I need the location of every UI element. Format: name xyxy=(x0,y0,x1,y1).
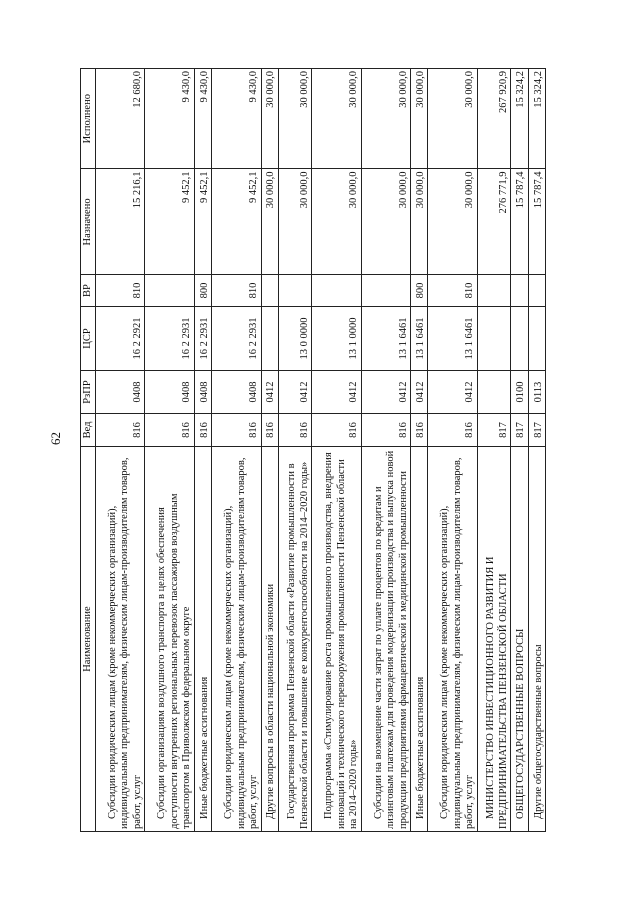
header-vr: ВР xyxy=(81,275,96,306)
row-ved: 816 xyxy=(96,413,145,446)
row-vr xyxy=(361,275,410,306)
row-vr xyxy=(511,275,528,306)
row-name: Субсидии юридическим лицам (кроме некоммерческих организаций), индивидуальным предпринимателям, физическим лицам-производителям товаров, работ, услуг xyxy=(223,457,260,829)
row-ved: 816 xyxy=(212,413,261,446)
row-ved: 816 xyxy=(261,413,278,446)
row-ved: 816 xyxy=(312,413,361,446)
table-row xyxy=(511,69,528,832)
row-rzpr: 0408 xyxy=(212,371,261,413)
row-rzpr: 0412 xyxy=(312,371,361,413)
row-assigned: 15 787,4 xyxy=(528,169,545,275)
row-rzpr: 0113 xyxy=(528,371,545,413)
row-executed: 30 000,0 xyxy=(312,69,361,169)
row-executed: 15 324,2 xyxy=(528,69,545,169)
row-executed: 30 000,0 xyxy=(278,69,311,169)
row-ved: 817 xyxy=(477,413,510,446)
table-row xyxy=(194,69,211,832)
budget-table xyxy=(80,68,546,832)
row-name: Другие общегосударственные вопросы xyxy=(532,644,544,819)
row-csr: 16 2 2921 xyxy=(96,306,145,371)
row-vr xyxy=(528,275,545,306)
table-row xyxy=(428,69,477,832)
table-header-row xyxy=(81,69,96,832)
row-vr: 800 xyxy=(411,275,428,306)
row-assigned: 9 452,1 xyxy=(212,169,261,275)
row-csr: 16 2 2931 xyxy=(212,306,261,371)
row-vr: 810 xyxy=(96,275,145,306)
row-rzpr: 0412 xyxy=(261,371,278,413)
row-ved: 816 xyxy=(278,413,311,446)
header-csr: ЦСР xyxy=(81,306,96,371)
row-name: Государственная программа Пензенской области «Развитие промышленности в Пензенской области и повышение ее конкурентоспособности на 2014–2020 годы» xyxy=(286,461,310,829)
page-number: 62 xyxy=(48,432,63,445)
row-vr xyxy=(145,275,194,306)
row-executed: 30 000,0 xyxy=(411,69,428,169)
row-name: Иные бюджетные ассигнования xyxy=(198,676,210,819)
row-rzpr xyxy=(477,371,510,413)
row-vr xyxy=(261,275,278,306)
row-executed: 9 430,0 xyxy=(212,69,261,169)
row-name: Другие вопросы в области национальной экономики xyxy=(265,583,277,819)
row-executed: 267 920,9 xyxy=(477,69,510,169)
row-assigned: 15 216,1 xyxy=(96,169,145,275)
row-vr: 810 xyxy=(212,275,261,306)
table-row xyxy=(261,69,278,832)
table-row xyxy=(212,69,261,832)
row-name: Субсидии юридическим лицам (кроме некоммерческих организаций), индивидуальным предпринимателям, физическим лицам-производителям товаров, работ, услуг xyxy=(106,457,143,829)
row-ved: 816 xyxy=(145,413,194,446)
row-ved: 816 xyxy=(361,413,410,446)
row-name: Иные бюджетные ассигнования xyxy=(414,676,426,819)
table-row xyxy=(411,69,428,832)
row-vr: 810 xyxy=(428,275,477,306)
row-name: Субсидии юридическим лицам (кроме некоммерческих организаций), индивидуальным предпринимателям, физическим лицам-производителям товаров, работ, услуг xyxy=(439,457,476,829)
row-executed: 12 680,0 xyxy=(96,69,145,169)
row-csr: 13 1 0000 xyxy=(312,306,361,371)
row-csr: 13 0 0000 xyxy=(278,306,311,371)
row-executed: 9 430,0 xyxy=(145,69,194,169)
row-csr: 16 2 2931 xyxy=(194,306,211,371)
row-csr xyxy=(511,306,528,371)
row-name: ОБЩЕГОСУДАРСТВЕННЫЕ ВОПРОСЫ xyxy=(515,628,527,819)
row-assigned: 30 000,0 xyxy=(261,169,278,275)
header-rzpr: РзПР xyxy=(81,371,96,413)
row-ved: 816 xyxy=(194,413,211,446)
row-csr: 13 1 6461 xyxy=(411,306,428,371)
row-assigned: 9 452,1 xyxy=(145,169,194,275)
row-assigned: 30 000,0 xyxy=(428,169,477,275)
table-row xyxy=(361,69,410,832)
row-ved: 817 xyxy=(528,413,545,446)
row-csr: 13 1 6461 xyxy=(428,306,477,371)
row-name: Субсидии на возмещение части затрат по уплате процентов по кредитам и лизинговым платежам для проведения модернизации производства и выпуска новой продукции предприятиями фармацевтической и медицинской промышленности xyxy=(372,450,409,829)
row-name: МИНИСТЕРСТВО ИНВЕСТИЦИОННОГО РАЗВИТИЯ И ПРЕДПРИНИМАТЕЛЬСТВА ПЕНЗЕНСКОЙ ОБЛАСТИ xyxy=(485,556,509,829)
row-executed: 30 000,0 xyxy=(361,69,410,169)
row-assigned: 30 000,0 xyxy=(278,169,311,275)
header-executed: Исполнено xyxy=(81,69,96,169)
row-vr xyxy=(312,275,361,306)
row-rzpr: 0100 xyxy=(511,371,528,413)
header-ved: Вед xyxy=(81,413,96,446)
row-executed: 9 430,0 xyxy=(194,69,211,169)
table-row xyxy=(278,69,311,832)
row-csr xyxy=(261,306,278,371)
row-ved: 816 xyxy=(428,413,477,446)
row-rzpr: 0412 xyxy=(361,371,410,413)
row-assigned: 9 452,1 xyxy=(194,169,211,275)
row-assigned: 30 000,0 xyxy=(312,169,361,275)
row-assigned: 30 000,0 xyxy=(411,169,428,275)
row-ved: 816 xyxy=(411,413,428,446)
row-vr xyxy=(278,275,311,306)
row-csr: 13 1 6461 xyxy=(361,306,410,371)
row-assigned: 15 787,4 xyxy=(511,169,528,275)
row-assigned: 30 000,0 xyxy=(361,169,410,275)
table-row xyxy=(477,69,510,832)
row-rzpr: 0412 xyxy=(411,371,428,413)
row-name: Субсидии организациям воздушного транспорта в целях обеспечения доступности внутренних региональных перевозок пассажиров воздушным транспортом в Приволжском федеральном округе xyxy=(156,493,193,829)
row-name: Подпрограмма «Стимулирование роста промышленного производства, внедрения инноваций и технического перевооружения промышленности Пензенской области на 2014–2020 годы» xyxy=(323,452,360,829)
table-row xyxy=(145,69,194,832)
table-row xyxy=(96,69,145,832)
header-assigned: Назначено xyxy=(81,169,96,275)
row-rzpr: 0408 xyxy=(145,371,194,413)
header-name: Наименование xyxy=(81,447,96,832)
row-executed: 30 000,0 xyxy=(428,69,477,169)
row-executed: 30 000,0 xyxy=(261,69,278,169)
row-vr: 800 xyxy=(194,275,211,306)
row-rzpr: 0408 xyxy=(194,371,211,413)
row-csr: 16 2 2931 xyxy=(145,306,194,371)
table-row xyxy=(528,69,545,832)
row-rzpr: 0412 xyxy=(428,371,477,413)
row-csr xyxy=(528,306,545,371)
row-ved: 817 xyxy=(511,413,528,446)
budget-table-rotated xyxy=(80,68,546,832)
row-rzpr: 0408 xyxy=(96,371,145,413)
row-vr xyxy=(477,275,510,306)
row-executed: 15 324,2 xyxy=(511,69,528,169)
row-rzpr: 0412 xyxy=(278,371,311,413)
row-csr xyxy=(477,306,510,371)
table-row xyxy=(312,69,361,832)
row-assigned: 276 771,9 xyxy=(477,169,510,275)
